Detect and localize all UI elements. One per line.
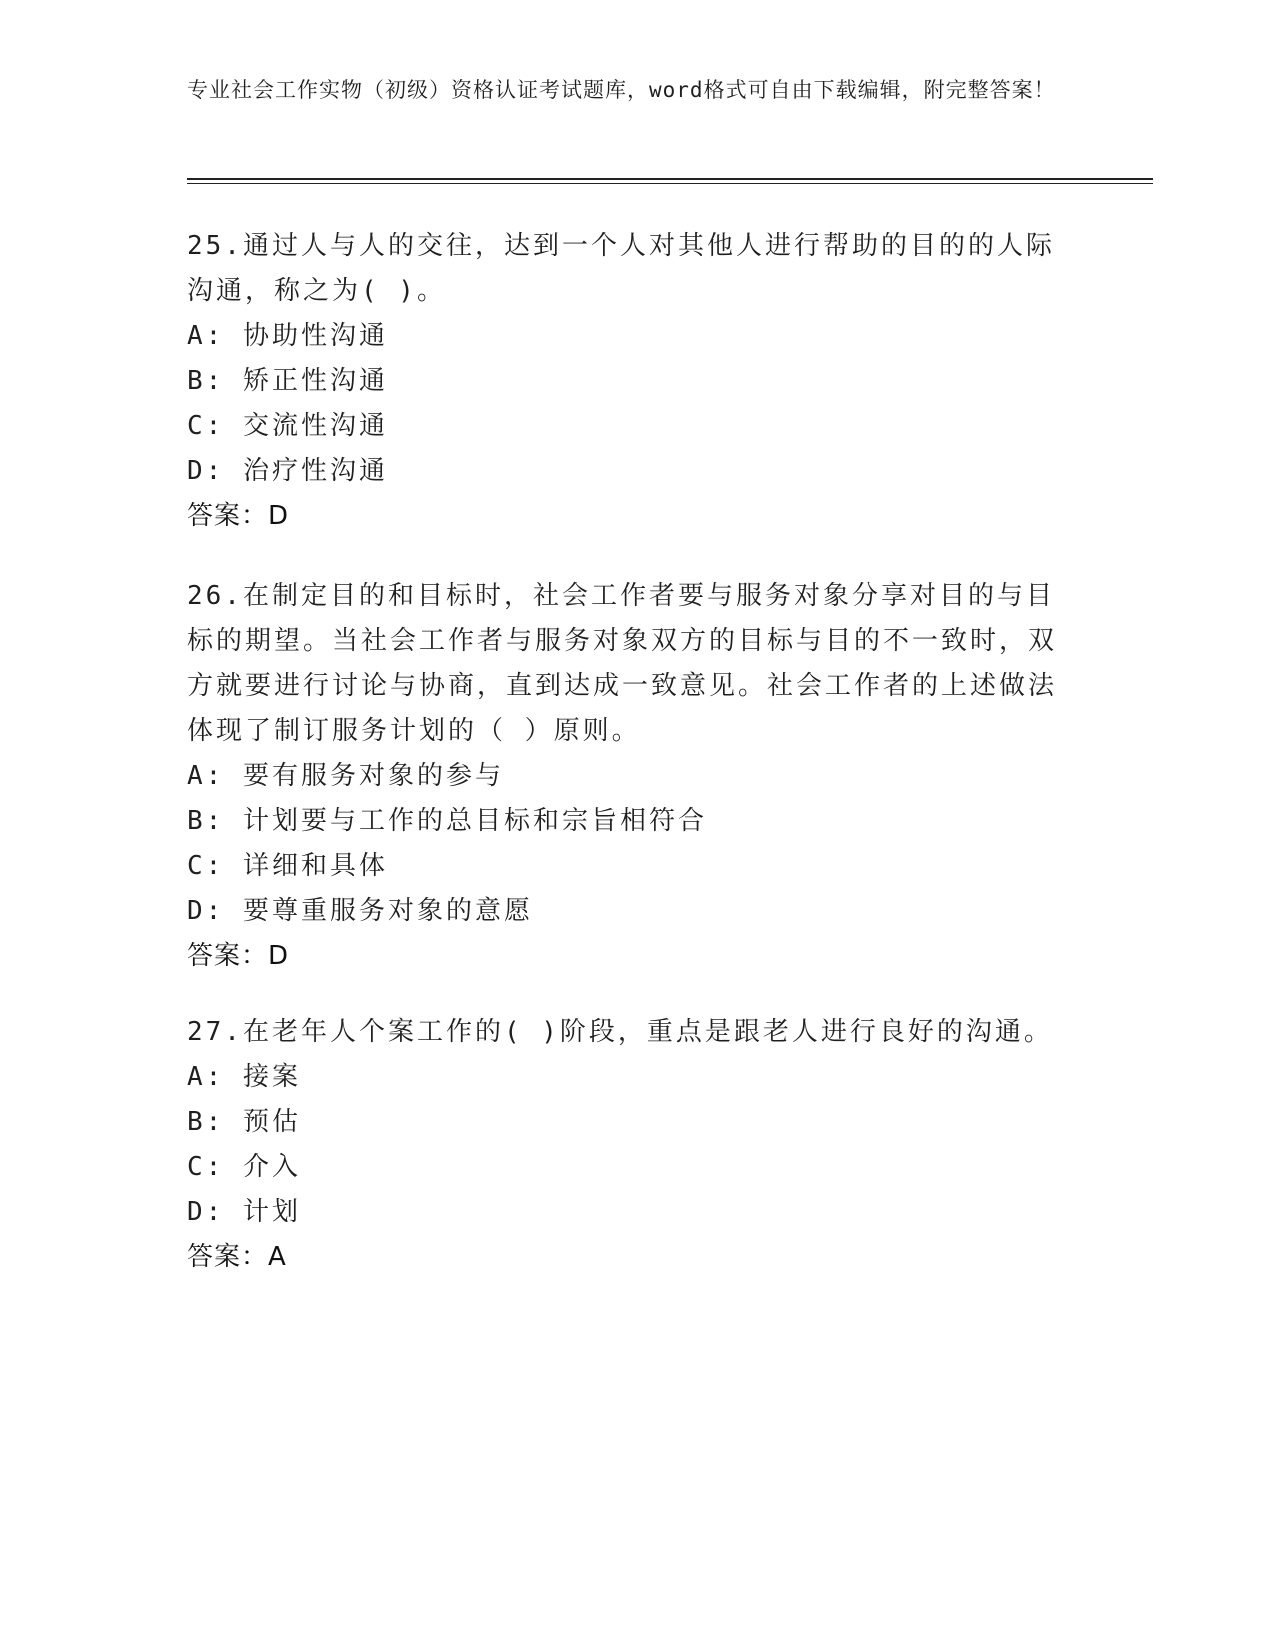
question-26 — [187, 574, 1077, 979]
document-header: 专业社会工作实物（初级）资格认证考试题库，word格式可自由下载编辑，附完整答案！ — [187, 78, 1056, 102]
answer: 答案：A — [187, 1242, 287, 1272]
option-b: B: 预估 — [187, 1107, 301, 1137]
answer: 答案：D — [187, 941, 290, 971]
question-25 — [187, 224, 1077, 539]
option-a: A: 要有服务对象的参与 — [187, 761, 504, 791]
option-b: B: 计划要与工作的总目标和宗旨相符合 — [187, 806, 707, 836]
header-divider-thick — [187, 178, 1153, 180]
option-c: C: 介入 — [187, 1152, 301, 1182]
option-c: C: 交流性沟通 — [187, 411, 388, 441]
option-b: B: 矫正性沟通 — [187, 366, 388, 396]
question-stem: 26.在制定目的和目标时，社会工作者要与服务对象分享对目的与目标的期望。当社会工作者与服务对象双方的目标与目的不一致时，双方就要进行讨论与协商，直到达成一致意见。社会工作者的上述做法体现了制订服务计划的（ ）原则。 — [187, 581, 1058, 746]
option-d: D: 计划 — [187, 1197, 301, 1227]
header-divider-thin — [187, 183, 1153, 184]
option-a: A: 接案 — [187, 1062, 301, 1092]
answer: 答案：D — [187, 501, 290, 531]
question-stem: 25.通过人与人的交往，达到一个人对其他人进行帮助的目的的人际沟通，称之为( )。 — [187, 231, 1055, 306]
question-27 — [187, 1010, 1077, 1280]
option-a: A: 协助性沟通 — [187, 321, 388, 351]
option-c: C: 详细和具体 — [187, 851, 388, 881]
option-d: D: 要尊重服务对象的意愿 — [187, 896, 533, 926]
question-stem: 27.在老年人个案工作的( )阶段，重点是跟老人进行良好的沟通。 — [187, 1017, 1053, 1047]
option-d: D: 治疗性沟通 — [187, 456, 388, 486]
